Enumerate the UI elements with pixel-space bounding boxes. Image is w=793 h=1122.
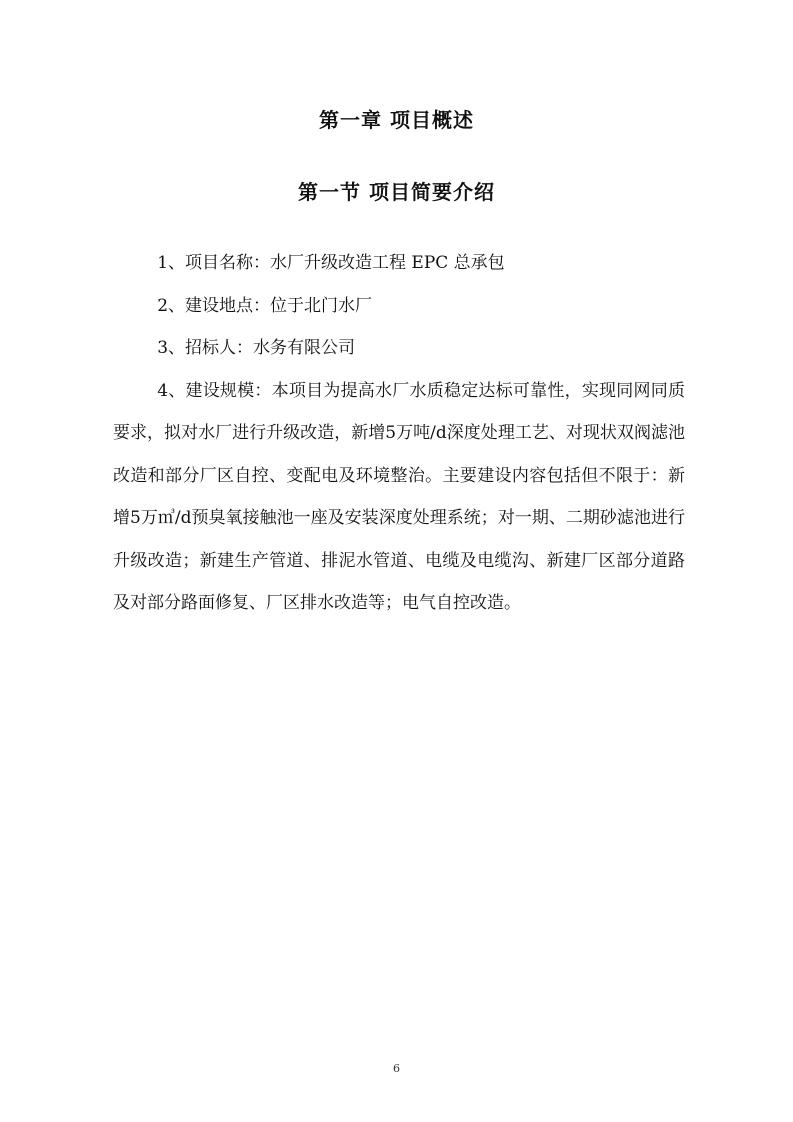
section-title: 第一节 项目简要介绍 xyxy=(298,180,495,204)
chapter-title: 第一章 项目概述 xyxy=(319,108,474,132)
paragraph-tenderer: 3、招标人：水务有限公司 xyxy=(157,338,356,358)
paragraph-location: 2、建设地点：位于北门水厂 xyxy=(157,295,373,316)
body-text xyxy=(113,242,685,625)
paragraph-scale: 4、建设规模：本项目为提高水厂水质稳定达标可靠性，实现同网同质要求，拟对水厂进行升级改造，新增5万吨/d深度处理工艺、对现状双阀滤池改造和部分厂区自控、变配电及环境整治。主要建设内容包括但不限于：新增5万㎥/d预臭氧接触池一座及安装深度处理系统；对一期、二期砂滤池进行升级改造；新建生产管道、排泥水管道、电缆及电缆沟、新建厂区部分道路及对部分路面修复、厂区排水改造等；电气自控改造。 xyxy=(113,380,685,613)
paragraph-project-name: 1、项目名称：水厂升级改造工程 EPC 总承包 xyxy=(157,253,505,273)
page-number: 6 xyxy=(393,1062,400,1075)
